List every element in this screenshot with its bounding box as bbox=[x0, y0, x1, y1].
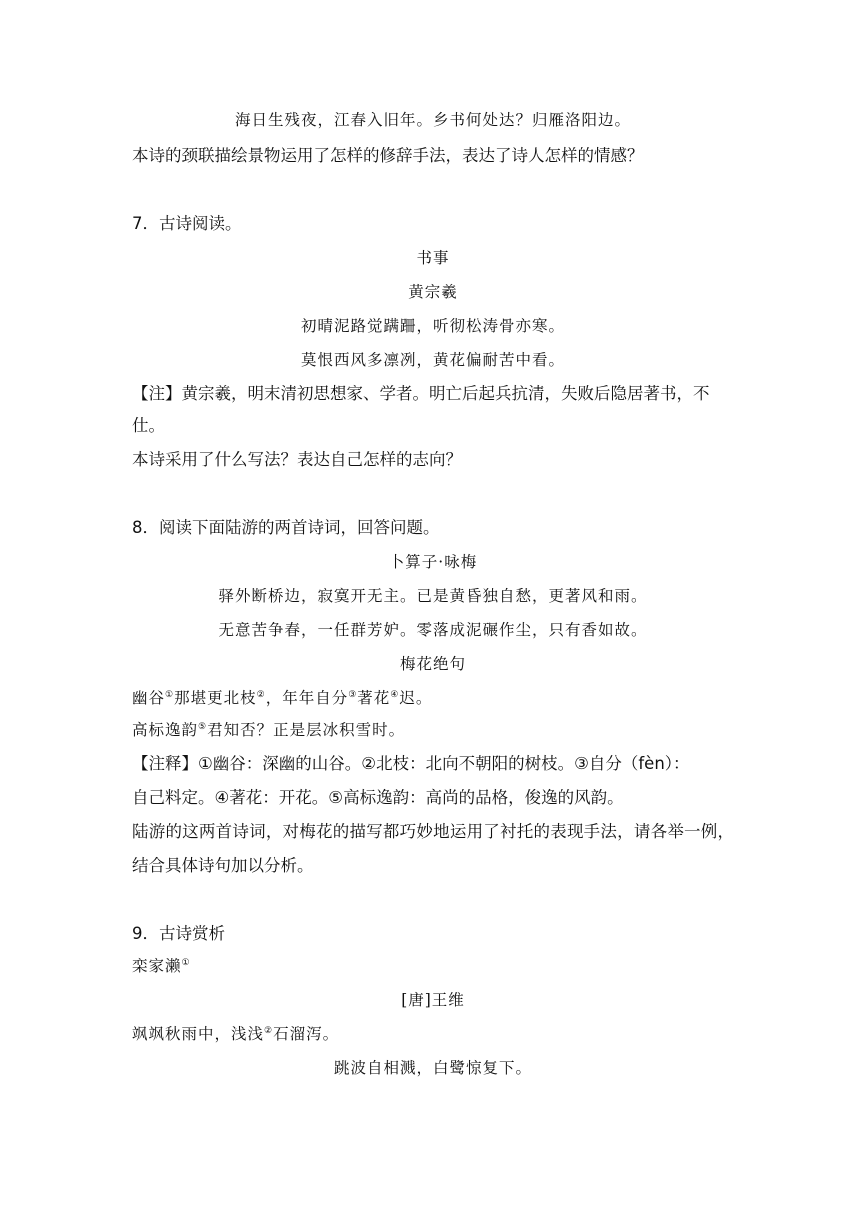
question-7-text: 本诗采用了什么写法？表达自己怎样的志向？ bbox=[132, 450, 462, 469]
poem-text: 著花 bbox=[357, 689, 391, 707]
question-8-text-continued: 结合具体诗句加以分析。 bbox=[132, 856, 314, 875]
annotation-notes: 【注释】①幽谷：深幽的山谷。②北枝：北向不朝阳的树枝。③自分（fèn）： bbox=[132, 754, 690, 773]
previous-poem-line: 海日生残夜，江春入旧年。乡书何处达？归雁洛阳边。 bbox=[234, 111, 631, 129]
poem-title: 书事 bbox=[416, 249, 450, 267]
poem-line: 无意苦争春，一任群芳妒。零落成泥碾作尘，只有香如故。 bbox=[218, 621, 648, 639]
question-8-heading: 8．阅读下面陆游的两首诗词，回答问题。 bbox=[132, 518, 440, 537]
poem-line bbox=[132, 688, 734, 708]
question-7-heading: 7．古诗阅读。 bbox=[132, 214, 242, 233]
poem-text: 那堪更北枝 bbox=[174, 689, 257, 707]
poem-author: [唐]王维 bbox=[401, 991, 465, 1009]
footnote-marker: ② bbox=[264, 1025, 274, 1036]
poem-author: 黄宗羲 bbox=[408, 283, 458, 301]
poem-line: 跳波自相溅，白鹭惊复下。 bbox=[333, 1059, 532, 1077]
poem-text: 幽谷 bbox=[132, 689, 166, 707]
poem-title: 梅花绝句 bbox=[399, 655, 466, 673]
poem-text: 飒飒秋雨中，浅浅 bbox=[132, 1025, 265, 1043]
question-9-heading: 9．古诗赏析 bbox=[132, 924, 225, 943]
footnote-marker: ⑤ bbox=[198, 721, 208, 732]
footnote-marker: ① bbox=[181, 957, 191, 968]
poem-text: 迟。 bbox=[399, 689, 433, 707]
poem-note: 【注】黄宗羲，明末清初思想家、学者。明亡后起兵抗清，失败后隐居著书，不 bbox=[132, 384, 710, 403]
footnote-marker: ③ bbox=[348, 689, 358, 700]
poem-text: 石溜泻。 bbox=[273, 1025, 340, 1043]
annotation-notes-continued: 自己料定。④著花：开花。⑤高标逸韵：高尚的品格，俊逸的风韵。 bbox=[132, 788, 624, 807]
poem-line: 驿外断桥边，寂寞开无主。已是黄昏独自愁，更著风和雨。 bbox=[218, 587, 648, 605]
question-8-text: 陆游的这两首诗词，对梅花的描写都巧妙地运用了衬托的表现手法，请各举一例， bbox=[132, 822, 734, 841]
poem-text: ，年年自分 bbox=[265, 689, 349, 707]
footnote-marker: ④ bbox=[390, 689, 400, 700]
poem-line bbox=[132, 1024, 734, 1044]
question-6-text: 本诗的颈联描绘景物运用了怎样的修辞手法，表达了诗人怎样的情感？ bbox=[132, 146, 644, 165]
poem-text: 高标逸韵 bbox=[132, 721, 199, 739]
poem-text: 君知否？正是层冰积雪时。 bbox=[207, 721, 406, 739]
poem-title bbox=[132, 956, 734, 976]
poem-title: 卜算子·咏梅 bbox=[388, 553, 478, 571]
poem-line bbox=[132, 720, 734, 740]
footnote-marker: ② bbox=[256, 689, 266, 700]
footnote-marker: ① bbox=[165, 689, 175, 700]
poem-line: 莫恨西风多凛冽，黄花偏耐苦中看。 bbox=[300, 351, 565, 369]
poem-title-text: 栾家濑 bbox=[132, 957, 182, 975]
poem-note-continued: 仕。 bbox=[132, 416, 165, 435]
poem-line: 初晴泥路觉蹒跚，听彻松涛骨亦寒。 bbox=[300, 317, 565, 335]
